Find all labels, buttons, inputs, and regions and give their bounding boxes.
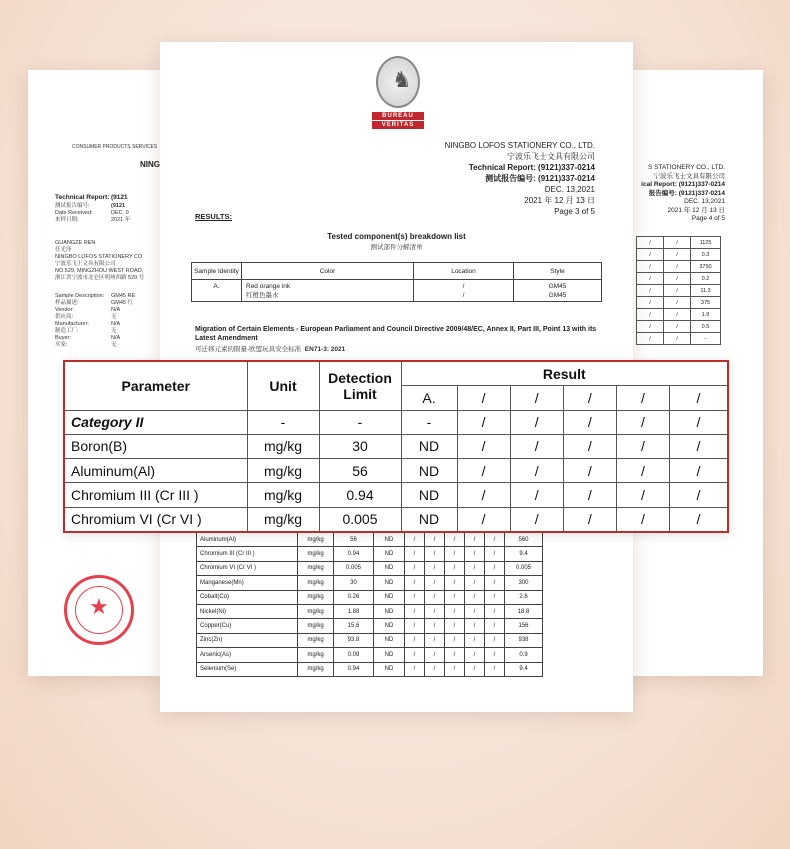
- result-slash-cell: /: [510, 434, 563, 458]
- result-slash-cell: /: [485, 648, 505, 662]
- unit-cell: mg/kg: [247, 483, 319, 507]
- field-value: DEC. 0: [111, 209, 129, 216]
- result-slash-cell: /: [457, 507, 510, 532]
- result-slash-cell: /: [485, 533, 505, 547]
- unit-cell: mg/kg: [298, 662, 334, 676]
- detail-label: 供应商:: [55, 314, 74, 320]
- zoom-table-row: [64, 459, 728, 483]
- technical-report-number: Technical Report: (9121)337-0214: [468, 163, 595, 172]
- result-slash-cell: /: [616, 459, 669, 483]
- result-slash-cell: /: [465, 590, 485, 604]
- result-slash-cell: /: [465, 561, 485, 575]
- result-slash-cell: /: [425, 619, 445, 633]
- unit-cell: mg/kg: [247, 507, 319, 532]
- result-slash-cell: /: [445, 619, 465, 633]
- result-a-cell: ND: [401, 434, 457, 458]
- unit-cell: mg/kg: [298, 648, 334, 662]
- result-slash-cell: /: [405, 547, 425, 561]
- field-value: 2021 年: [111, 216, 131, 223]
- result-slash-cell: /: [457, 434, 510, 458]
- table-row: [197, 590, 543, 604]
- result-slash-cell: /: [457, 410, 510, 434]
- migration-standard: EN71-3: 2021: [304, 346, 346, 353]
- field-label: 测试报告编号:: [55, 202, 90, 209]
- detection-limit-cell: 0.94: [334, 547, 374, 561]
- result-slash-cell: /: [425, 633, 445, 647]
- result-slash-cell: /: [405, 561, 425, 575]
- detail-value: GM45 RE: [111, 293, 136, 299]
- result-a-cell: ND: [401, 483, 457, 507]
- report-date-cn: 2021 年 12 月 13 日: [524, 196, 595, 205]
- detail-label: 样品描述:: [55, 300, 79, 306]
- result-slash-cell: /: [465, 547, 485, 561]
- cell: /: [664, 273, 691, 285]
- detail-value: N/A: [111, 321, 121, 327]
- result-slash-cell: /: [425, 533, 445, 547]
- report-date: DEC. 13,2021: [544, 185, 595, 194]
- left-address-block: [55, 240, 144, 282]
- detail-label: Manufacturer:: [55, 321, 89, 327]
- logo-band-veritas: VERITAS: [372, 121, 424, 129]
- parameter-cell: Chromium III (Cr III ): [64, 483, 247, 507]
- result-slash-cell: /: [405, 662, 425, 676]
- detection-limit-cell: 30: [334, 576, 374, 590]
- table-row: [637, 249, 721, 261]
- result-slash-cell: /: [425, 561, 445, 575]
- right-results-table: [636, 236, 721, 345]
- unit-cell: mg/kg: [247, 459, 319, 483]
- result-slash-cell: /: [669, 410, 728, 434]
- result-slash-cell: /: [445, 547, 465, 561]
- element-name-cell: Manganese(Mn): [197, 576, 298, 590]
- element-name-cell: Chromium III (Cr III ): [197, 547, 298, 561]
- cell: /: [637, 285, 664, 297]
- seal-star-icon: ★: [89, 594, 109, 619]
- zoom-table-row: [64, 410, 728, 434]
- header-line: ical Report: (9121)337-0214: [641, 181, 725, 188]
- detail-value: GM45 红: [111, 300, 134, 306]
- table-row: [637, 333, 721, 345]
- element-name-cell: Cobalt(Co): [197, 590, 298, 604]
- result-slash-cell: /: [405, 619, 425, 633]
- result-slash-cell: /: [510, 459, 563, 483]
- table-row: [192, 280, 602, 302]
- result-slash-cell: /: [465, 576, 485, 590]
- detection-limit-cell: 56: [319, 459, 401, 483]
- limit-cell: 2.6: [505, 590, 543, 604]
- cell: /: [664, 321, 691, 333]
- result-slash-cell: /: [510, 507, 563, 532]
- result-slash-cell: /: [485, 619, 505, 633]
- result-slash-cell: /: [485, 662, 505, 676]
- subheader-a: A.: [401, 386, 457, 410]
- cell: /: [637, 249, 664, 261]
- result-a-cell: ND: [401, 507, 457, 532]
- result-slash-cell: /: [510, 410, 563, 434]
- color-text: Red orange ink: [246, 283, 291, 290]
- logo-band-bureau: BUREAU: [372, 112, 424, 120]
- element-name-cell: Selenium(Se): [197, 662, 298, 676]
- result-slash-cell: /: [563, 459, 616, 483]
- limit-cell: 9.4: [505, 662, 543, 676]
- result-slash-cell: /: [485, 561, 505, 575]
- company-name-cn: 宁波乐飞士文具有限公司: [507, 152, 595, 161]
- header-color: Color: [242, 263, 414, 280]
- cell: 375: [691, 297, 721, 309]
- table-row: [637, 321, 721, 333]
- result-slash-cell: /: [465, 619, 485, 633]
- result-slash-cell: /: [465, 633, 485, 647]
- result-slash-cell: /: [669, 459, 728, 483]
- subheader-slash: /: [563, 386, 616, 410]
- address-line: 浙江省宁波市北仑区明州西路 529 号: [55, 275, 145, 281]
- result-slash-cell: /: [445, 561, 465, 575]
- style-text: GM45: [548, 283, 567, 290]
- result-slash-cell: /: [425, 662, 445, 676]
- table-row: [197, 648, 543, 662]
- result-a-cell: ND: [374, 662, 405, 676]
- result-slash-cell: /: [425, 576, 445, 590]
- result-slash-cell: /: [563, 483, 616, 507]
- result-a-cell: ND: [374, 648, 405, 662]
- cell: /: [664, 297, 691, 309]
- detection-limit-cell: 30: [319, 434, 401, 458]
- result-slash-cell: /: [445, 533, 465, 547]
- cell: /: [664, 333, 691, 345]
- element-name-cell: Nickel(Ni): [197, 604, 298, 618]
- company-info-block: [445, 140, 595, 217]
- detection-limit-cell: 0.94: [319, 483, 401, 507]
- header-line: S STATIONERY CO., LTD.: [647, 164, 725, 171]
- result-a-cell: ND: [401, 459, 457, 483]
- left-report-fields: [55, 194, 130, 224]
- table-row: [637, 285, 721, 297]
- sample-breakdown-table: [191, 262, 602, 302]
- zoom-header-row: [64, 361, 728, 386]
- field-value: (9121: [111, 194, 128, 201]
- limit-cell: 560: [505, 533, 543, 547]
- element-name-cell: Copper(Cu): [197, 619, 298, 633]
- table-row: [637, 237, 721, 249]
- cell: 11.3: [691, 285, 721, 297]
- result-slash-cell: /: [425, 590, 445, 604]
- sample-color-cell: [242, 280, 414, 302]
- result-slash-cell: /: [485, 576, 505, 590]
- company-seal-stamp: [64, 575, 134, 645]
- table-row: [197, 662, 543, 676]
- detection-limit-cell: 1.88: [334, 604, 374, 618]
- result-slash-cell: /: [669, 507, 728, 532]
- detection-limit-cell: 0.09: [334, 648, 374, 662]
- unit-cell: mg/kg: [298, 561, 334, 575]
- technical-report-number-cn: 测试报告编号: (9121)337-0214: [485, 174, 595, 183]
- location-text: /: [462, 292, 465, 299]
- cell: -: [691, 333, 721, 345]
- unit-cell: mg/kg: [298, 604, 334, 618]
- header-parameter: Parameter: [64, 361, 247, 410]
- cell: /: [637, 297, 664, 309]
- result-slash-cell: /: [405, 648, 425, 662]
- table-row: [197, 576, 543, 590]
- cell: /: [664, 261, 691, 273]
- result-slash-cell: /: [405, 604, 425, 618]
- element-name-cell: Aluminum(Al): [197, 533, 298, 547]
- result-slash-cell: /: [405, 590, 425, 604]
- table-row: [197, 533, 543, 547]
- header-location: Location: [414, 263, 514, 280]
- result-slash-cell: /: [616, 434, 669, 458]
- field-label: 来样日期:: [55, 216, 79, 223]
- result-slash-cell: /: [405, 633, 425, 647]
- unit-cell: mg/kg: [298, 576, 334, 590]
- bv-seal-icon: ♞: [376, 56, 420, 108]
- result-slash-cell: /: [405, 576, 425, 590]
- result-slash-cell: /: [445, 590, 465, 604]
- migration-title: Migration of Certain Elements - European Parliament and Council Directive 2009/48/EC, Annex II, Part III, Point 13 with its Latest Amendment: [195, 326, 597, 342]
- cell: /: [664, 309, 691, 321]
- detail-value: 无: [111, 314, 117, 320]
- detail-value: N/A: [111, 307, 121, 313]
- header-style: Style: [514, 263, 602, 280]
- result-slash-cell: /: [485, 590, 505, 604]
- address-line: 任光泽: [55, 247, 72, 253]
- element-results-table: [196, 532, 543, 677]
- element-name-cell: Arsenic(As): [197, 648, 298, 662]
- result-slash-cell: /: [563, 434, 616, 458]
- left-page-title: NING: [140, 160, 160, 169]
- cell: /: [637, 309, 664, 321]
- result-slash-cell: /: [445, 633, 465, 647]
- limit-cell: 18.8: [505, 604, 543, 618]
- result-a-cell: -: [401, 410, 457, 434]
- table-row: [637, 273, 721, 285]
- result-slash-cell: /: [563, 507, 616, 532]
- table-header-row: [192, 263, 602, 280]
- result-slash-cell: /: [405, 533, 425, 547]
- left-page-header: CONSUMER PRODUCTS SERVICES: [72, 144, 158, 150]
- table-row: [637, 297, 721, 309]
- result-slash-cell: /: [445, 662, 465, 676]
- cell: /: [664, 249, 691, 261]
- cell: /: [637, 261, 664, 273]
- result-a-cell: ND: [374, 633, 405, 647]
- result-slash-cell: /: [465, 533, 485, 547]
- table-row: [197, 633, 543, 647]
- header-line: Page 4 of 5: [691, 215, 725, 222]
- header-line: 宁波乐飞士文具有限公司: [653, 172, 725, 180]
- address-line: NINGBO LOFOS STATIONERY CO: [55, 254, 143, 260]
- result-a-cell: ND: [374, 619, 405, 633]
- cell: /: [637, 237, 664, 249]
- result-slash-cell: /: [616, 507, 669, 532]
- detection-limit-cell: -: [319, 410, 401, 434]
- unit-cell: mg/kg: [298, 533, 334, 547]
- cell: 0.3: [691, 249, 721, 261]
- breakdown-title-cn: 测试部件分解清单: [370, 244, 423, 251]
- detection-limit-cell: 0.005: [334, 561, 374, 575]
- detail-label: 买家:: [55, 342, 68, 348]
- page-number: Page 3 of 5: [554, 207, 595, 216]
- result-slash-cell: /: [465, 662, 485, 676]
- result-slash-cell: /: [669, 483, 728, 507]
- header-detection-limit: Detection Limit: [319, 361, 401, 410]
- table-row: [197, 604, 543, 618]
- header-unit: Unit: [247, 361, 319, 410]
- style-text: GM45: [548, 292, 567, 299]
- result-slash-cell: /: [616, 410, 669, 434]
- limit-cell: 938: [505, 633, 543, 647]
- detail-label: Sample Description:: [55, 293, 105, 299]
- sample-location-cell: [414, 280, 514, 302]
- company-name: NINGBO LOFOS STATIONERY CO., LTD.: [444, 141, 595, 150]
- table-row: [197, 561, 543, 575]
- parameter-cell: Aluminum(Al): [64, 459, 247, 483]
- result-slash-cell: /: [425, 604, 445, 618]
- detail-label: 制造工厂:: [55, 328, 79, 334]
- element-name-cell: Chromium VI (Cr VI ): [197, 561, 298, 575]
- header-line: DEC. 13,2021: [684, 198, 725, 205]
- sample-id-cell: A.: [192, 280, 242, 302]
- parameter-cell: Chromium VI (Cr VI ): [64, 507, 247, 532]
- result-slash-cell: /: [445, 604, 465, 618]
- result-slash-cell: /: [425, 547, 445, 561]
- result-slash-cell: /: [445, 576, 465, 590]
- result-slash-cell: /: [485, 604, 505, 618]
- cell: /: [637, 321, 664, 333]
- result-slash-cell: /: [510, 483, 563, 507]
- address-line: NO.529, MINGZHOU WEST ROAD,: [55, 268, 144, 274]
- result-a-cell: ND: [374, 576, 405, 590]
- cell: /: [664, 285, 691, 297]
- field-value: (9121: [111, 202, 126, 209]
- unit-cell: mg/kg: [298, 590, 334, 604]
- cell: 1.9: [691, 309, 721, 321]
- cell: 0.5: [691, 321, 721, 333]
- right-page-header: [641, 164, 725, 224]
- unit-cell: -: [247, 410, 319, 434]
- field-label: Technical Report:: [55, 194, 110, 201]
- detection-limit-cell: 93.8: [334, 633, 374, 647]
- result-slash-cell: /: [457, 483, 510, 507]
- breakdown-title: Tested component(s) breakdown list: [327, 232, 466, 241]
- header-result: Result: [401, 361, 728, 386]
- zoom-table-row: [64, 483, 728, 507]
- sample-style-cell: [514, 280, 602, 302]
- left-details-block: [55, 293, 135, 349]
- detail-label: Vendor:: [55, 307, 74, 313]
- result-a-cell: ND: [374, 547, 405, 561]
- zoom-table-row: [64, 507, 728, 532]
- cell: 3750: [691, 261, 721, 273]
- result-slash-cell: /: [616, 483, 669, 507]
- detection-limit-cell: 56: [334, 533, 374, 547]
- result-a-cell: ND: [374, 590, 405, 604]
- result-slash-cell: /: [485, 547, 505, 561]
- subheader-slash: /: [669, 386, 728, 410]
- zoom-table-row: [64, 434, 728, 458]
- parameter-cell: Boron(B): [64, 434, 247, 458]
- subheader-slash: /: [457, 386, 510, 410]
- unit-cell: mg/kg: [247, 434, 319, 458]
- detection-limit-cell: 0.005: [319, 507, 401, 532]
- limit-cell: 0.9: [505, 648, 543, 662]
- address-line: 宁波乐飞士文具有限公司: [55, 261, 116, 267]
- result-slash-cell: /: [445, 648, 465, 662]
- subheader-slash: /: [510, 386, 563, 410]
- cell: 0.2: [691, 273, 721, 285]
- header-sample-identity: Sample Identity: [192, 263, 242, 280]
- result-a-cell: ND: [374, 604, 405, 618]
- detection-limit-cell: 0.26: [334, 590, 374, 604]
- limit-cell: 300: [505, 576, 543, 590]
- limit-cell: 156: [505, 619, 543, 633]
- field-label: Date Received:: [55, 209, 93, 216]
- header-line: 2021 年 12 月 13 日: [667, 206, 725, 214]
- result-a-cell: ND: [374, 533, 405, 547]
- table-row: [637, 309, 721, 321]
- address-line: GUANGZE REN: [55, 240, 96, 246]
- parameter-cell: Category II: [64, 410, 247, 434]
- cell: 1125: [691, 237, 721, 249]
- table-row: [637, 261, 721, 273]
- header-line: 报告编号: (9121)337-0214: [648, 189, 725, 197]
- results-label: RESULTS:: [195, 212, 232, 221]
- result-a-cell: ND: [374, 561, 405, 575]
- limit-cell: 0.005: [505, 561, 543, 575]
- cell: /: [664, 237, 691, 249]
- migration-title-cn: [195, 344, 345, 353]
- location-text: /: [462, 283, 465, 290]
- result-slash-cell: /: [563, 410, 616, 434]
- detail-label: Buyer:: [55, 335, 71, 341]
- table-row: [197, 547, 543, 561]
- unit-cell: mg/kg: [298, 547, 334, 561]
- cell: /: [637, 273, 664, 285]
- result-slash-cell: /: [465, 648, 485, 662]
- color-text-cn: 红橙色墨水: [246, 292, 279, 299]
- result-slash-cell: /: [669, 434, 728, 458]
- migration-cn-text: 可迁移元素的限量-欧盟玩具安全标准: [195, 346, 302, 353]
- detection-limit-cell: 0.94: [334, 662, 374, 676]
- detection-limit-cell: 15.6: [334, 619, 374, 633]
- element-name-cell: Zinc(Zn): [197, 633, 298, 647]
- detail-value: 无: [111, 328, 117, 334]
- zoomed-results-table: [63, 360, 729, 533]
- result-slash-cell: /: [485, 633, 505, 647]
- result-slash-cell: /: [465, 604, 485, 618]
- detail-value: N/A: [111, 335, 121, 341]
- limit-cell: 9.4: [505, 547, 543, 561]
- unit-cell: mg/kg: [298, 633, 334, 647]
- unit-cell: mg/kg: [298, 619, 334, 633]
- detail-value: 无: [111, 342, 117, 348]
- result-slash-cell: /: [425, 648, 445, 662]
- subheader-slash: /: [616, 386, 669, 410]
- table-row: [197, 619, 543, 633]
- result-slash-cell: /: [457, 459, 510, 483]
- cell: /: [637, 333, 664, 345]
